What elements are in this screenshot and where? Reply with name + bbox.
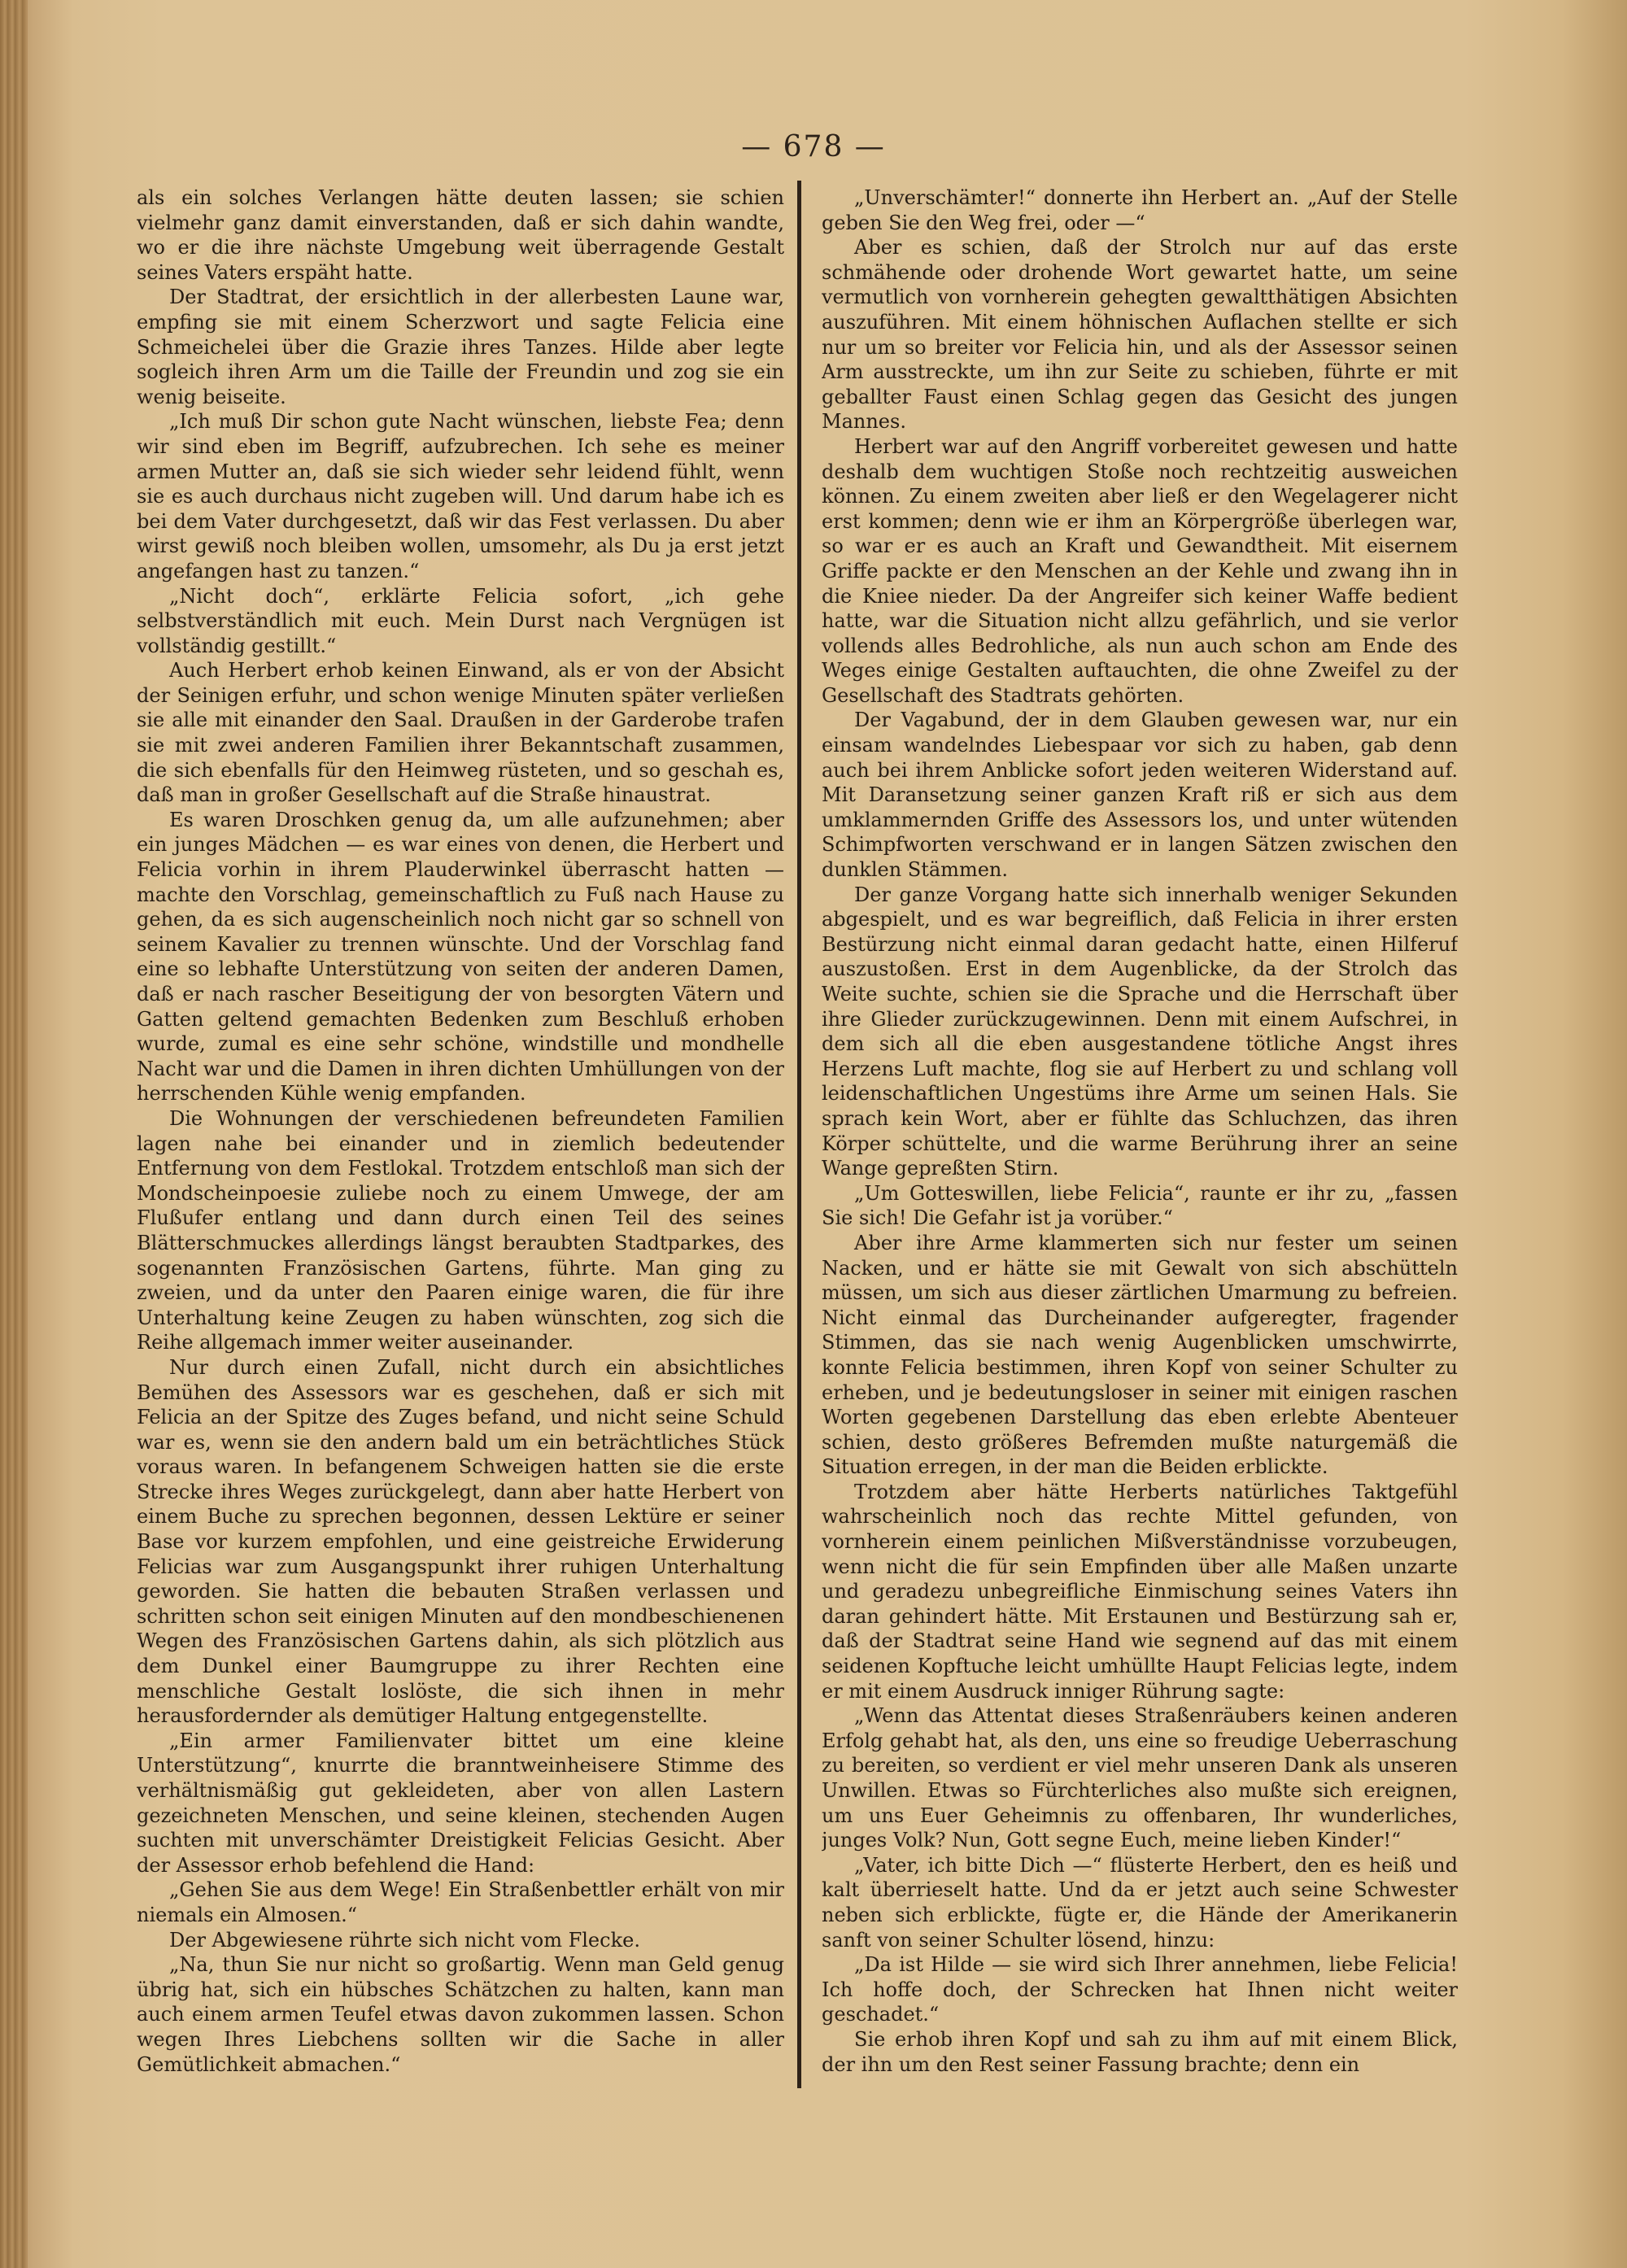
paragraph: „Ich muß Dir schon gute Nacht wünschen, liebste Fea; denn wir sind eben im Begriff, aufzubrechen. Ich sehe es meiner armen Mutter an, daß sie sich wieder sehr leidend fühlt, wenn sie es auch durchaus nicht zugeben will. Und darum habe ich es bei dem Vater durchgesetzt, daß wir das Fest verlassen. Du aber wirst gewiß noch bleiben wollen, umsomehr, als Du ja erst jetzt angefangen hast zu tanzen.“ — [137, 410, 784, 582]
paragraph: „Vater, ich bitte Dich —“ flüsterte Herbert, den es heiß und kalt überrieselt hatte. Und da er jetzt auch seine Schwester neben sich erblickte, fügte er, die Hände der Amerikanerin sanft von seiner Schulter lösend, hinzu: — [822, 1853, 1458, 1952]
paragraph: Der Stadtrat, der ersichtlich in der allerbesten Laune war, empfing sie mit einem Scherzwort und sagte Felicia eine Schmeichelei über die Grazie ihres Tanzes. Hilde aber legte sogleich ihren Arm um die Taille der Freundin und zog sie ein wenig beiseite. — [137, 286, 784, 408]
paragraph: Es waren Droschken genug da, um alle aufzunehmen; aber ein junges Mädchen — es war eines von denen, die Herbert und Felicia vorhin in ihrem Plauderwinkel überrascht hatten — machte den Vorschlag, gemeinschaftlich zu Fuß nach Hause zu gehen, da es sich augenscheinlich noch nicht gar so schnell von seinem Kavalier zu trennen wünschte. Und der Vorschlag fand eine so lebhafte Unterstützung von seiten der anderen Damen, daß er nach rascher Beseitigung der von besorgten Vätern und Gatten geltend gemachten Bedenken zum Beschluß erhoben wurde, zumal es eine sehr schöne, windstille und mondhelle Nacht war und die Damen in ihren dichten Umhüllungen von der herrschenden Kühle wenig empfanden. — [137, 808, 784, 1106]
left-column — [137, 185, 784, 2105]
paragraph: „Wenn das Attentat dieses Straßenräubers keinen anderen Erfolg gehabt hat, als den, uns eine so freudige Ueberraschung zu bereiten, so verdient er viel mehr unseren Dank als unseren Unwillen. Etwas so Fürchterliches also mußte sich ereignen, um uns Euer Geheimnis zu offenbaren, Ihr wunderliches, junges Volk? Nun, Gott segne Euch, meine lieben Kinder!“ — [822, 1704, 1458, 1852]
page-number: — 678 — — [741, 130, 886, 164]
paragraph: „Ein armer Familienvater bittet um eine kleine Unterstützung“, knurrte die branntweinheisere Stimme des verhältnismäßig gut gekleideten, aber von allen Lastern gezeichneten Menschen, und seine kleinen, stechenden Augen suchten mit unverschämter Dreistigkeit Felicias Gesicht. Aber der Assessor erhob befehlend die Hand: — [137, 1729, 784, 1877]
paragraph: Aber ihre Arme klammerten sich nur fester um seinen Nacken, und er hätte sie mit Gewalt von sich abschütteln müssen, um sich aus dieser zärtlichen Umarmung zu befreien. Nicht einmal das Durcheinander aufgeregter, fragender Stimmen, das sie nach wenig Augenblicken umschwirrte, konnte Felicia bestimmen, ihren Kopf von seiner Schulter zu erheben, und je bedeutungsloser in seiner mit einigen raschen Worten gegebenen Darstellung das eben erlebte Abenteuer schien, desto größeres Befremden mußte naturgemäß die Situation erregen, in der man die Beiden erblickte. — [822, 1231, 1458, 1479]
right-column — [822, 185, 1458, 2105]
paragraph: Trotzdem aber hätte Herberts natürliches Taktgefühl wahrscheinlich noch das rechte Mittel gefunden, von vornherein einem peinlichen Mißverständnisse vorzubeugen, wenn nicht die für sein Empfinden über alle Maßen unzarte und geradezu unbegreifliche Einmischung seines Vaters ihn daran gehindert hätte. Mit Erstaunen und Bestürzung sah er, daß der Stadtrat seine Hand wie segnend auf das mit einem seidenen Kopftuche leicht umhüllte Haupt Felicias legte, indem er mit einem Ausdruck inniger Rührung sagte: — [822, 1480, 1458, 1703]
paragraph: „Da ist Hilde — sie wird sich Ihrer annehmen, liebe Felicia! Ich hoffe doch, der Schrecken hat Ihnen nicht weiter geschadet.“ — [822, 1953, 1458, 2026]
paragraph: Aber es schien, daß der Strolch nur auf das erste schmähende oder drohende Wort gewartet hatte, um seine vermutlich von vornherein gehegten gewaltthätigen Absichten auszuführen. Mit einem höhnischen Auflachen stellte er sich nur um so breiter vor Felicia hin, und als der Assessor seinen Arm ausstreckte, um ihn zur Seite zu schieben, führte er mit geballter Faust einen Schlag gegen das Gesicht des jungen Mannes. — [822, 236, 1458, 434]
paragraph: „Um Gotteswillen, liebe Felicia“, raunte er ihr zu, „fassen Sie sich! Die Gefahr ist ja vorüber.“ — [822, 1181, 1458, 1230]
paragraph: Auch Herbert erhob keinen Einwand, als er von der Absicht der Seinigen erfuhr, und schon wenige Minuten später verließen sie alle mit einander den Saal. Draußen in der Garderobe trafen sie mit zwei anderen Familien ihrer Bekanntschaft zusammen, die sich ebenfalls für den Heimweg rüsteten, und so geschah es, daß man in großer Gesellschaft auf die Straße hinaustrat. — [137, 659, 784, 807]
paragraph: „Unverschämter!“ donnerte ihn Herbert an. „Auf der Stelle geben Sie den Weg frei, oder —“ — [822, 186, 1458, 234]
paragraph: „Na, thun Sie nur nicht so großartig. Wenn man Geld genug übrig hat, sich ein hübsches Schätzchen zu halten, kann man auch einem armen Teufel etwas davon zukommen lassen. Schon wegen Ihres Liebchens sollten wir die Sache in aller Gemütlichkeit abmachen.“ — [137, 1953, 784, 2076]
book-edge — [0, 0, 28, 2268]
paragraph: Nur durch einen Zufall, nicht durch ein absichtliches Bemühen des Assessors war es geschehen, daß er sich mit Felicia an der Spitze des Zuges befand, und nicht seine Schuld war es, wenn sie den andern bald um ein beträchtliches Stück voraus waren. In befangenem Schweigen hatten sie die erste Strecke ihres Weges zurückgelegt, dann aber hatte Herbert von einem Buche zu sprechen begonnen, dessen Lektüre er seiner Base vor kurzem empfohlen, und eine geistreiche Erwiderung Felicias war zum Ausgangspunkt ihrer ruhigen Unterhaltung geworden. Sie hatten die bebauten Straßen verlassen und schritten schon seit einigen Minuten auf den mondbeschienenen Wegen des Französischen Gartens dahin, als sich plötzlich aus dem Dunkel einer Baumgruppe zu ihrer Rechten eine menschliche Gestalt loslöste, die sich ihnen in mehr herausfordernder als demütiger Haltung entgegenstellte. — [137, 1355, 784, 1728]
paragraph: „Nicht doch“, erklärte Felicia sofort, „ich gehe selbstverständlich mit euch. Mein Durst nach Vergnügen ist vollständig gestillt.“ — [137, 584, 784, 657]
paragraph: als ein solches Verlangen hätte deuten lassen; sie schien vielmehr ganz damit einverstanden, daß er sich dahin wandte, wo er die ihre nächste Umgebung weit überragende Gestalt seines Vaters erspäht hatte. — [137, 186, 784, 284]
column-divider — [797, 181, 801, 2088]
paragraph: Herbert war auf den Angriff vorbereitet gewesen und hatte deshalb dem wuchtigen Stoße noch rechtzeitig ausweichen können. Zu einem zweiten aber ließ er den Wegelagerer nicht erst kommen; denn wie er ihm an Körpergröße überlegen war, so war er es auch an Kraft und Gewandtheit. Mit eisernem Griffe packte er den Menschen an der Kehle und zwang ihn in die Kniee nieder. Da der Angreifer sich keiner Waffe bedient hatte, war die Situation nicht allzu gefährlich, und sie verlor vollends alles Bedrohliche, als nun auch schon am Ende des Weges einige Gestalten auftauchten, die ohne Zweifel zu der Gesellschaft des Stadtrats gehörten. — [822, 434, 1458, 707]
paragraph: Die Wohnungen der verschiedenen befreundeten Familien lagen nahe bei einander und in ziemlich bedeutender Entfernung von dem Festlokal. Trotzdem entschloß man sich der Mondscheinpoesie zuliebe noch zu einem Umwege, der am Flußufer entlang und dann durch einen Teil des seines Blätterschmuckes allerdings längst beraubten Stadtparkes, des sogenannten Französischen Gartens, führte. Man ging zu zweien, und da unter den Paaren einige waren, die für ihre Unterhaltung keine Zeugen zu haben wünschten, zog sich die Reihe allgemach immer weiter auseinander. — [137, 1106, 784, 1354]
paragraph: Sie erhob ihren Kopf und sah zu ihm auf mit einem Blick, der ihn um den Rest seiner Fassung brachte; denn ein — [822, 2027, 1458, 2076]
paragraph: Der Abgewiesene rührte sich nicht vom Flecke. — [169, 1928, 640, 1952]
paragraph: „Gehen Sie aus dem Wege! Ein Straßenbettler erhält von mir niemals ein Almosen.“ — [137, 1878, 784, 1926]
paragraph: Der ganze Vorgang hatte sich innerhalb weniger Sekunden abgespielt, und es war begreiflich, daß Felicia in ihrer ersten Bestürzung nicht einmal daran gedacht hatte, einen Hilferuf auszustoßen. Erst in dem Augenblicke, da der Strolch das Weite suchte, schien sie die Sprache und die Herrschaft über ihre Glieder zurückzugewinnen. Denn mit einem Aufschrei, in dem sich all die eben ausgestandene tötliche Angst ihres Herzens Luft machte, flog sie auf Herbert zu und schlang voll leidenschaftlichen Ungestüms ihre Arme um seinen Hals. Sie sprach kein Wort, aber er fühlte das Schluchzen, das ihren Körper schüttelte, und die warme Berührung ihrer an seine Wange gepreßten Stirn. — [822, 883, 1458, 1180]
paragraph: Der Vagabund, der in dem Glauben gewesen war, nur ein einsam wandelndes Liebespaar vor sich zu haben, gab denn auch bei ihrem Anblicke sofort jeden weiteren Widerstand auf. Mit Daransetzung seiner ganzen Kraft riß er sich aus dem umklammernden Griffe des Assessors los, und unter wütenden Schimpfworten verschwand er in langen Sätzen zwischen den dunklen Stämmen. — [822, 709, 1458, 882]
